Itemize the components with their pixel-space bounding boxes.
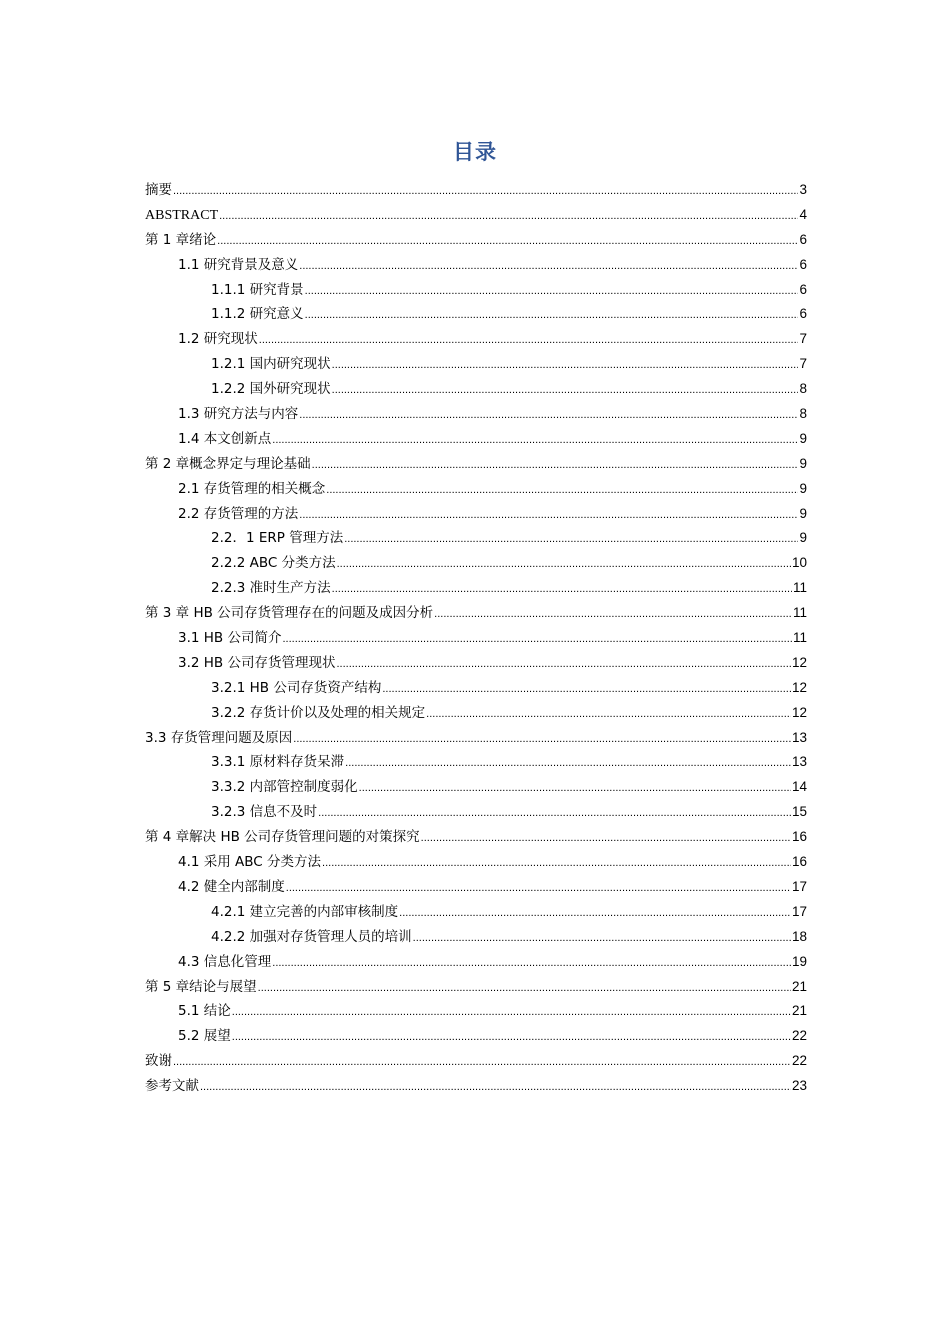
toc-dot-leader	[318, 801, 791, 826]
toc-entry-title: 4.1 采用 ABC 分类方法	[178, 854, 322, 871]
toc-entry-title: 3.3 存货管理问题及原因	[145, 729, 293, 746]
toc-dot-leader	[299, 503, 798, 528]
toc-page-number: 11	[792, 630, 807, 646]
toc-page-number: 9	[799, 480, 807, 496]
toc-entry-title: ABSTRACT	[145, 207, 219, 223]
toc-entry[interactable]	[145, 526, 807, 551]
toc-entry-title: 1.2.2 国外研究现状	[211, 381, 331, 398]
toc-entry[interactable]	[145, 178, 807, 203]
toc-dot-leader	[426, 702, 791, 727]
toc-page-number: 16	[791, 854, 807, 870]
toc-entry[interactable]	[145, 1024, 807, 1049]
toc-entry-title: 1.1.1 研究背景	[211, 281, 304, 298]
toc-entry[interactable]	[145, 253, 807, 278]
toc-dot-leader	[200, 1075, 791, 1100]
toc-page-number: 9	[799, 430, 807, 446]
toc-entry-title: 1.1 研究背景及意义	[178, 256, 299, 273]
toc-page-number: 12	[791, 679, 807, 695]
toc-page-number: 3	[799, 182, 807, 197]
toc-entry[interactable]	[145, 302, 807, 327]
toc-dot-leader	[232, 1000, 791, 1025]
toc-entry[interactable]	[145, 726, 807, 751]
toc-entry[interactable]	[145, 875, 807, 900]
toc-entry-title: 第 1 章绪论	[145, 231, 217, 248]
toc-page-number: 6	[799, 281, 807, 297]
toc-page-number: 10	[791, 555, 807, 571]
toc-dot-leader	[173, 1050, 791, 1075]
toc-page-number: 21	[791, 1003, 807, 1019]
toc-entry-title: 第 5 章结论与展望	[145, 978, 257, 995]
toc-entry-title: 2.2 存货管理的方法	[178, 505, 299, 522]
toc-entry-title: 2.2．1 ERP 管理方法	[211, 530, 344, 547]
toc-dot-leader	[434, 602, 792, 627]
toc-dot-leader	[332, 378, 799, 403]
toc-entry[interactable]	[145, 925, 807, 950]
toc-entry-title: 2.2.2 ABC 分类方法	[211, 555, 336, 572]
toc-entry-title: 2.2.3 准时生产方法	[211, 580, 331, 597]
toc-entry-title: 1.2 研究现状	[178, 331, 258, 348]
toc-entry[interactable]	[145, 477, 807, 502]
toc-dot-leader	[413, 926, 791, 951]
toc-entry-title: 1.2.1 国内研究现状	[211, 356, 331, 373]
toc-entry-title: 1.3 研究方法与内容	[178, 406, 299, 423]
toc-entry[interactable]	[145, 975, 807, 1000]
toc-dot-leader	[272, 951, 791, 976]
toc-entry[interactable]	[145, 452, 807, 477]
toc-entry-title: 3.1 HB 公司简介	[178, 630, 282, 647]
toc-entry-title: 摘要	[145, 182, 172, 198]
toc-page-number: 12	[791, 704, 807, 720]
toc-dot-leader	[345, 751, 791, 776]
toc-entry[interactable]	[145, 950, 807, 975]
toc-entry[interactable]	[145, 1074, 807, 1099]
toc-page-number: 17	[791, 878, 807, 894]
toc-dot-leader	[332, 353, 799, 378]
toc-page-number: 11	[792, 580, 807, 596]
toc-page-number: 6	[799, 231, 807, 247]
toc-entry-title: 4.3 信息化管理	[178, 953, 272, 970]
toc-entry-title: 参考文献	[145, 1078, 199, 1095]
toc-entry-title: 3.2 HB 公司存货管理现状	[178, 654, 336, 671]
toc-dot-leader	[337, 552, 791, 577]
toc-dot-leader	[293, 727, 791, 752]
toc-page-number: 6	[799, 256, 807, 272]
toc-dot-leader	[305, 279, 799, 304]
toc-page-number: 13	[791, 754, 807, 770]
toc-entry[interactable]	[145, 377, 807, 402]
toc-dot-leader	[382, 677, 791, 702]
toc-entry[interactable]	[145, 850, 807, 875]
toc-entry-title: 致谢	[145, 1053, 172, 1070]
toc-page-number: 22	[791, 1028, 807, 1044]
toc-page-number: 23	[791, 1078, 807, 1094]
toc-page-number: 6	[799, 306, 807, 322]
toc-page-number: 9	[799, 455, 807, 471]
toc-entry[interactable]	[145, 427, 807, 452]
toc-dot-leader	[259, 328, 799, 353]
toc-entry[interactable]	[145, 750, 807, 775]
toc-entry[interactable]	[145, 502, 807, 527]
toc-entry[interactable]	[145, 900, 807, 925]
toc-dot-leader	[232, 1025, 791, 1050]
toc-entry-title: 3.3.1 原材料存货呆滞	[211, 754, 345, 771]
toc-dot-leader	[344, 527, 798, 552]
toc-entry-title: 1.1.2 研究意义	[211, 306, 304, 323]
toc-page-number: 7	[799, 356, 807, 372]
toc-entry[interactable]	[145, 601, 807, 626]
toc-page-number: 17	[791, 903, 807, 919]
toc-entry-title: 3.2.1 HB 公司存货资产结构	[211, 679, 382, 696]
toc-entry[interactable]	[145, 352, 807, 377]
toc-page-number: 8	[799, 381, 807, 397]
toc-page-number: 7	[799, 331, 807, 347]
toc-page-number: 21	[791, 978, 807, 994]
toc-entry-title: 1.4 本文创新点	[178, 430, 272, 447]
toc-entry[interactable]	[145, 825, 807, 850]
toc-dot-leader	[312, 453, 799, 478]
toc-dot-leader	[299, 254, 798, 279]
toc-dot-leader	[286, 876, 791, 901]
toc-dot-leader	[219, 204, 798, 229]
toc-entry[interactable]	[145, 576, 807, 601]
toc-dot-leader	[332, 577, 792, 602]
toc-entry-title: 3.2.3 信息不及时	[211, 804, 318, 821]
toc-dot-leader	[336, 652, 791, 677]
toc-dot-leader	[421, 826, 791, 851]
toc-dot-leader	[322, 851, 791, 876]
toc-dot-leader	[217, 229, 798, 254]
toc-entry[interactable]	[145, 676, 807, 701]
toc-entry[interactable]	[145, 800, 807, 825]
toc-dot-leader	[272, 428, 798, 453]
toc-entry[interactable]	[145, 651, 807, 676]
toc-entry-title: 第 2 章概念界定与理论基础	[145, 455, 311, 472]
toc-page-number: 4	[799, 206, 807, 222]
toc-dot-leader	[299, 403, 798, 428]
toc-page-number: 18	[791, 928, 807, 944]
toc-dot-leader	[359, 776, 791, 801]
toc-page-number: 16	[791, 829, 807, 845]
toc-page-number: 13	[791, 729, 807, 745]
toc-entry[interactable]	[145, 626, 807, 651]
toc-dot-leader	[326, 478, 798, 503]
toc-page-number: 19	[791, 953, 807, 969]
toc-dot-leader	[258, 976, 791, 1001]
toc-dot-leader	[305, 303, 799, 328]
toc-dot-leader	[399, 901, 791, 926]
toc-entry-title: 2.1 存货管理的相关概念	[178, 480, 326, 497]
toc-page-number: 22	[791, 1053, 807, 1069]
toc-dot-leader	[173, 179, 798, 204]
toc-entry[interactable]	[145, 402, 807, 427]
toc-entry-title: 3.2.2 存货计价以及处理的相关规定	[211, 704, 426, 721]
toc-entry-title: 第 3 章 HB 公司存货管理存在的问题及成因分析	[145, 605, 434, 622]
toc-entry-title: 第 4 章解决 HB 公司存货管理问题的对策探究	[145, 829, 420, 846]
toc-entry[interactable]	[145, 999, 807, 1024]
toc-entry-title: 3.3.2 内部管控制度弱化	[211, 779, 358, 796]
toc-entry-title: 4.2 健全内部制度	[178, 878, 285, 895]
toc-entry[interactable]	[145, 551, 807, 576]
toc-entry[interactable]	[145, 701, 807, 726]
toc-page-number: 15	[791, 804, 807, 820]
toc-page-number: 12	[791, 654, 807, 670]
toc-page-number: 8	[799, 406, 807, 422]
toc-page-number: 9	[799, 505, 807, 521]
toc-dot-leader	[282, 627, 792, 652]
toc-entry-title: 4.2.1 建立完善的内部审核制度	[211, 903, 399, 920]
toc-entry[interactable]	[145, 228, 807, 253]
toc-entry[interactable]	[145, 203, 807, 228]
toc-entry-title: 5.2 展望	[178, 1028, 231, 1045]
toc-page-number: 9	[799, 530, 807, 546]
toc-entry-title: 5.1 结论	[178, 1003, 231, 1020]
page-title: 目录	[453, 139, 497, 164]
toc-entry-title: 4.2.2 加强对存货管理人员的培训	[211, 928, 412, 945]
toc-entry[interactable]	[145, 775, 807, 800]
toc-page-number: 14	[791, 779, 807, 795]
table-of-contents	[145, 178, 807, 1099]
toc-page-number: 11	[792, 605, 807, 621]
toc-entry[interactable]	[145, 278, 807, 303]
toc-entry[interactable]	[145, 1049, 807, 1074]
toc-entry[interactable]	[145, 327, 807, 352]
